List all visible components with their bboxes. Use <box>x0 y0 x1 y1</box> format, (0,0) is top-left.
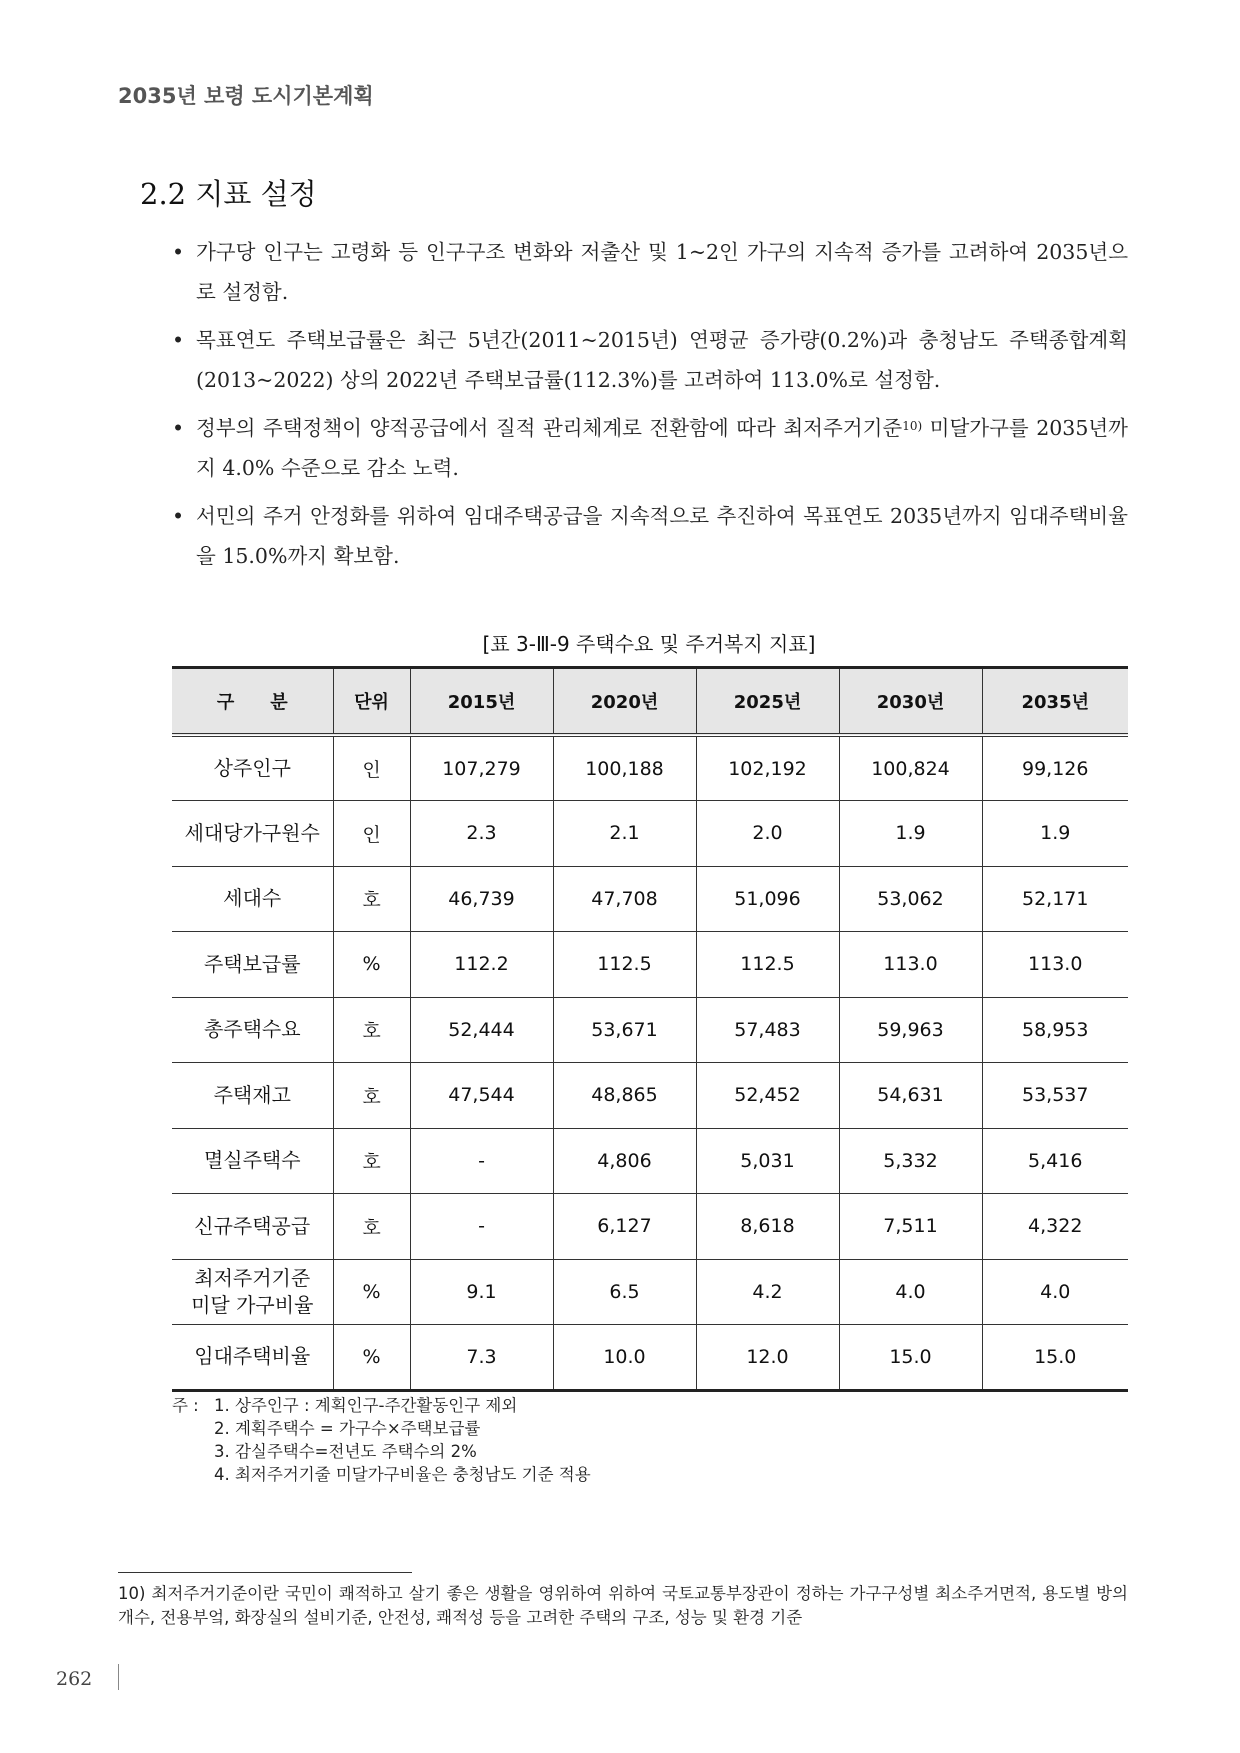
note-item: 2. 계획주택수 = 가구수×주택보급률 <box>214 1419 481 1438</box>
value-cell: 2.0 <box>696 801 839 867</box>
unit-cell: 호 <box>333 1194 410 1260</box>
row-label: 멸실주택수 <box>172 1128 333 1194</box>
note-item: 4. 최저주거기줄 미달가구비율은 충청남도 기준 적용 <box>214 1465 591 1484</box>
bullet-icon: • <box>172 328 185 352</box>
value-cell: 48,865 <box>553 1063 696 1129</box>
value-cell: 100,824 <box>839 735 982 801</box>
value-cell: 53,537 <box>982 1063 1128 1129</box>
row-label-line: 미달 가구비율 <box>191 1292 314 1317</box>
row-label: 상주인구 <box>172 735 333 801</box>
unit-cell: 인 <box>333 801 410 867</box>
row-label: 주택재고 <box>172 1063 333 1129</box>
table-caption: [표 3-Ⅲ-9 주택수요 및 주거복지 지표] <box>482 632 816 656</box>
value-cell: 4,322 <box>982 1194 1128 1260</box>
value-cell: - <box>410 1128 553 1194</box>
note-item: 3. 감실주택수=전년도 주택수의 2% <box>214 1442 477 1461</box>
value-cell: 54,631 <box>839 1063 982 1129</box>
value-cell: 53,671 <box>553 997 696 1063</box>
value-cell: 1.9 <box>839 801 982 867</box>
bullet-text: 가구당 인구는 고령화 등 인구구조 변화와 저출산 및 1~2인 가구의 지속적 증가를 고려하여 2035년으로 설정함. <box>196 240 1128 304</box>
table-row <box>172 801 1128 867</box>
value-cell: 10.0 <box>553 1325 696 1391</box>
column-header: 2020년 <box>553 668 696 736</box>
table-row <box>172 735 1128 801</box>
table-row <box>172 1128 1128 1194</box>
footnote-divider <box>118 1572 412 1573</box>
value-cell: 102,192 <box>696 735 839 801</box>
bullet-list <box>168 232 1128 584</box>
column-header: 2015년 <box>410 668 553 736</box>
unit-cell: 인 <box>333 735 410 801</box>
value-cell: 47,544 <box>410 1063 553 1129</box>
value-cell: 4.0 <box>982 1259 1128 1325</box>
table-row <box>172 1194 1128 1260</box>
note-item: 1. 상주인구 : 계획인구-주간활동인구 제외 <box>214 1396 518 1415</box>
bullet-icon: • <box>172 504 185 528</box>
page-number: 262 <box>56 1668 93 1690</box>
table-row <box>172 866 1128 932</box>
column-header: 단위 <box>333 668 410 736</box>
value-cell: 4.0 <box>839 1259 982 1325</box>
value-cell: 59,963 <box>839 997 982 1063</box>
value-cell: 4.2 <box>696 1259 839 1325</box>
value-cell: 58,953 <box>982 997 1128 1063</box>
housing-indicator-table <box>172 666 1128 1392</box>
column-header: 2030년 <box>839 668 982 736</box>
value-cell: 112.5 <box>553 932 696 998</box>
value-cell: 100,188 <box>553 735 696 801</box>
row-label: 주택보급률 <box>172 932 333 998</box>
unit-cell: 호 <box>333 1063 410 1129</box>
row-label: 신규주택공급 <box>172 1194 333 1260</box>
value-cell: 52,444 <box>410 997 553 1063</box>
value-cell: 5,031 <box>696 1128 839 1194</box>
value-cell: 52,452 <box>696 1063 839 1129</box>
unit-cell: 호 <box>333 1128 410 1194</box>
table-notes <box>172 1394 591 1486</box>
unit-cell: % <box>333 1325 410 1391</box>
value-cell: 4,806 <box>553 1128 696 1194</box>
value-cell: 53,062 <box>839 866 982 932</box>
value-cell: 52,171 <box>982 866 1128 932</box>
value-cell: 46,739 <box>410 866 553 932</box>
value-cell: 9.1 <box>410 1259 553 1325</box>
note-prefix: 주 : <box>172 1396 199 1415</box>
row-label: 세대당가구원수 <box>172 801 333 867</box>
row-label: 임대주택비율 <box>172 1325 333 1391</box>
row-label-line: 최저주거기준 <box>194 1265 311 1290</box>
section-title: 2.2 지표 설정 <box>140 177 317 211</box>
column-header: 2035년 <box>982 668 1128 736</box>
column-header: 구 분 <box>172 668 333 736</box>
bullet-item <box>168 232 1128 312</box>
value-cell: 113.0 <box>839 932 982 998</box>
table-row <box>172 1063 1128 1129</box>
bullet-item <box>168 320 1128 400</box>
value-cell: 113.0 <box>982 932 1128 998</box>
value-cell: 47,708 <box>553 866 696 932</box>
footnote-ref[interactable]: 10) <box>902 419 923 433</box>
value-cell: 99,126 <box>982 735 1128 801</box>
bullet-icon: • <box>172 416 185 440</box>
value-cell: 112.5 <box>696 932 839 998</box>
value-cell: 2.1 <box>553 801 696 867</box>
value-cell: 12.0 <box>696 1325 839 1391</box>
row-label: 총주택수요 <box>172 997 333 1063</box>
row-label: 세대수 <box>172 866 333 932</box>
bullet-text: 목표연도 주택보급률은 최근 5년간(2011~2015년) 연평균 증가량(0.2%)과 충청남도 주택종합계획(2013~2022) 상의 2022년 주택보급률(112.3%)를 고려하여 113.0%로 설정함. <box>196 328 1128 392</box>
bullet-text: 미달가구를 2035년까지 4.0% 수준으로 감소 노력. <box>196 416 1128 480</box>
table-row <box>172 1325 1128 1391</box>
table-row <box>172 997 1128 1063</box>
unit-cell: % <box>333 1259 410 1325</box>
value-cell: 5,416 <box>982 1128 1128 1194</box>
value-cell: - <box>410 1194 553 1260</box>
value-cell: 15.0 <box>982 1325 1128 1391</box>
value-cell: 6.5 <box>553 1259 696 1325</box>
unit-cell: % <box>333 932 410 998</box>
bullet-text: 정부의 주택정책이 양적공급에서 질적 관리체계로 전환함에 따라 최저주거기준 <box>196 416 903 440</box>
value-cell: 1.9 <box>982 801 1128 867</box>
bullet-icon: • <box>172 240 185 264</box>
unit-cell: 호 <box>333 866 410 932</box>
row-label <box>172 1259 333 1325</box>
table-row <box>172 1259 1128 1325</box>
value-cell: 2.3 <box>410 801 553 867</box>
footnote: 10) 최저주거기준이란 국민이 쾌적하고 살기 좋은 생활을 영위하여 위하여 국토교통부장관이 정하는 가구구성별 최소주거면적, 용도별 방의 개수, 전용부엌, 화장실의 설비기준, 안전성, 쾌적성 등을 고려한 주택의 구조, 성능 및 환경 기준 <box>118 1584 1128 1627</box>
value-cell: 107,279 <box>410 735 553 801</box>
value-cell: 57,483 <box>696 997 839 1063</box>
value-cell: 5,332 <box>839 1128 982 1194</box>
running-header: 2035년 보령 도시기본계획 <box>118 84 374 108</box>
bullet-text: 서민의 주거 안정화를 위하여 임대주택공급을 지속적으로 추진하여 목표연도 2035년까지 임대주택비율을 15.0%까지 확보함. <box>196 504 1128 568</box>
value-cell: 8,618 <box>696 1194 839 1260</box>
value-cell: 51,096 <box>696 866 839 932</box>
note-row <box>172 1394 591 1417</box>
value-cell: 7.3 <box>410 1325 553 1391</box>
page-number-divider <box>118 1664 119 1690</box>
table-row <box>172 932 1128 998</box>
table-header-row <box>172 668 1128 736</box>
value-cell: 7,511 <box>839 1194 982 1260</box>
column-header: 2025년 <box>696 668 839 736</box>
bullet-item <box>168 408 1128 488</box>
value-cell: 6,127 <box>553 1194 696 1260</box>
bullet-item <box>168 496 1128 576</box>
unit-cell: 호 <box>333 997 410 1063</box>
value-cell: 15.0 <box>839 1325 982 1391</box>
value-cell: 112.2 <box>410 932 553 998</box>
